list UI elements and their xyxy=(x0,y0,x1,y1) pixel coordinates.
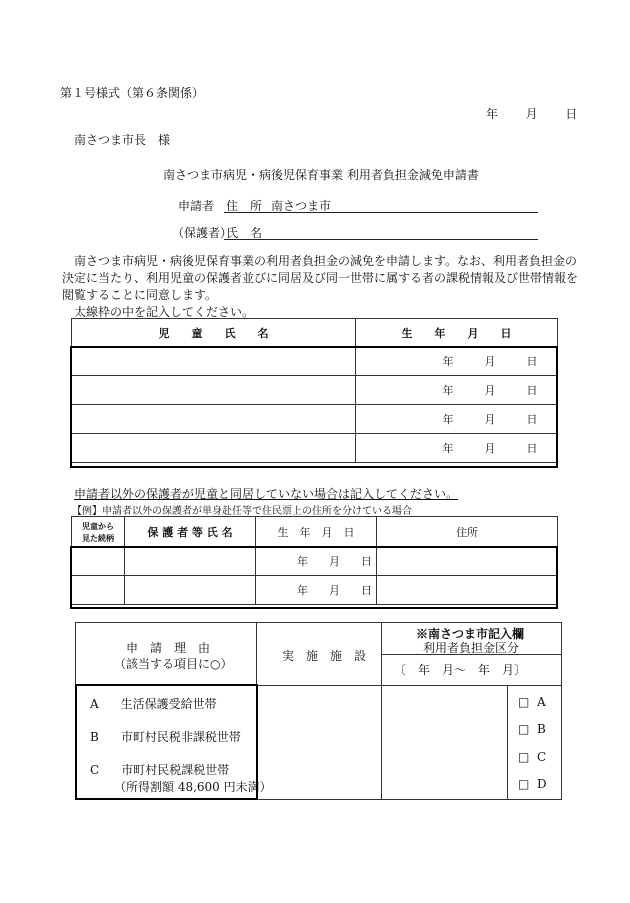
child-name-input[interactable] xyxy=(72,434,356,463)
guardian-address-input[interactable] xyxy=(377,547,558,576)
birthdate-header: 生 年 月 日 xyxy=(356,319,558,347)
addressee: 南さつま市長 様 xyxy=(74,133,171,147)
child-name-input[interactable] xyxy=(72,347,356,376)
children-table xyxy=(71,318,558,463)
table-row xyxy=(72,434,558,463)
guardian-address-header: 住所 xyxy=(377,517,558,547)
guardian-birth-header: 生 年 月 日 xyxy=(256,517,377,547)
table-row xyxy=(72,347,558,376)
reason-subheader: （該当する項目に○） xyxy=(114,657,233,671)
guardian-example: 【例】申請者以外の保護者が単身赴任等で住民票上の住所を分けている場合 xyxy=(72,506,412,517)
child-name-input[interactable] xyxy=(72,376,356,405)
option-b[interactable]: □ B xyxy=(518,722,546,736)
checkbox-icon[interactable]: □ xyxy=(518,777,530,791)
reason-b[interactable]: B 市町村民税非課税世帯 xyxy=(90,730,241,744)
relation-header: 児童から 見た続柄 xyxy=(72,517,125,547)
reason-a[interactable]: A 生活保護受給世帯 xyxy=(90,697,217,711)
reason-c-note: （所得割額 48,600 円未満） xyxy=(114,780,272,794)
option-d[interactable]: □ D xyxy=(518,777,547,791)
instruction-text: 太線枠の中を記入してください。 xyxy=(74,305,255,319)
reason-c[interactable]: C 市町村民税課税世帯 xyxy=(90,763,230,777)
consent-line-1: 南さつま市病児・病後児保育事業の利用者負担金の減免を申請します。なお、利用者負担金の xyxy=(74,254,578,268)
table-row xyxy=(72,547,558,576)
day-label: 日 xyxy=(565,107,578,121)
year-label: 年 xyxy=(486,107,499,121)
form-number: 第１号様式（第６条関係） xyxy=(60,86,205,100)
relation-input[interactable] xyxy=(72,576,125,605)
office-use-header: ※南さつま市記入欄 xyxy=(416,627,525,641)
guardian-birthdate-input[interactable]: 年 月 日 xyxy=(256,547,377,576)
consent-line-3: 閲覧することに同意します。 xyxy=(62,288,218,302)
checkbox-icon[interactable]: □ xyxy=(518,750,530,764)
address-value[interactable]: 南さつま市 xyxy=(271,199,332,213)
consent-line-2: 決定に当たり、利用児童の保護者並びに同居及び同一世帯に属する者の課税情報及び世帯情報を xyxy=(62,271,579,285)
child-birthdate-input[interactable]: 年 月 日 xyxy=(356,376,558,405)
child-name-header: 児 童 氏 名 xyxy=(72,319,356,347)
fee-class-label: 利用者負担金区分 xyxy=(423,641,520,655)
name-label: 氏 名 xyxy=(226,226,263,240)
child-birthdate-input[interactable]: 年 月 日 xyxy=(356,405,558,434)
option-a[interactable]: □ A xyxy=(518,695,546,709)
facility-input[interactable] xyxy=(258,687,380,797)
month-label: 月 xyxy=(525,107,538,121)
address-underline xyxy=(224,212,538,213)
facility-header: 実 施 施 設 xyxy=(282,649,367,663)
address-label: 住 所 xyxy=(226,199,263,213)
checkbox-icon[interactable]: □ xyxy=(518,695,530,709)
reason-table xyxy=(75,622,562,800)
period-field[interactable]: 〔 年 月～ 年 月〕 xyxy=(394,663,527,677)
reason-header: 申 請 理 由 xyxy=(126,641,211,655)
name-field[interactable] xyxy=(224,239,538,240)
document-title: 南さつま市病児・病後児保育事業 利用者負担金減免申請書 xyxy=(163,168,479,182)
guardian-note: 申請者以外の保護者が児童と同居していない場合は記入してください。 xyxy=(74,487,459,501)
child-name-input[interactable] xyxy=(72,405,356,434)
option-c[interactable]: □ C xyxy=(518,750,547,764)
child-birthdate-input[interactable]: 年 月 日 xyxy=(356,434,558,463)
table-row xyxy=(72,376,558,405)
guardian-birthdate-input[interactable]: 年 月 日 xyxy=(256,576,377,605)
submission-date[interactable] xyxy=(486,105,577,122)
guardian-name-header: 保 護 者 等 氏 名 xyxy=(125,517,256,547)
child-birthdate-input[interactable]: 年 月 日 xyxy=(356,347,558,376)
guardian-name-input[interactable] xyxy=(125,576,256,605)
relation-input[interactable] xyxy=(72,547,125,576)
guardian-table xyxy=(71,516,558,605)
checkbox-icon[interactable]: □ xyxy=(518,722,530,736)
guardian-name-input[interactable] xyxy=(125,547,256,576)
guardian-address-input[interactable] xyxy=(377,576,558,605)
table-row xyxy=(72,576,558,605)
applicant-label: 申請者 xyxy=(178,199,215,213)
guardian-label: （保護者） xyxy=(172,226,233,240)
table-row xyxy=(72,405,558,434)
